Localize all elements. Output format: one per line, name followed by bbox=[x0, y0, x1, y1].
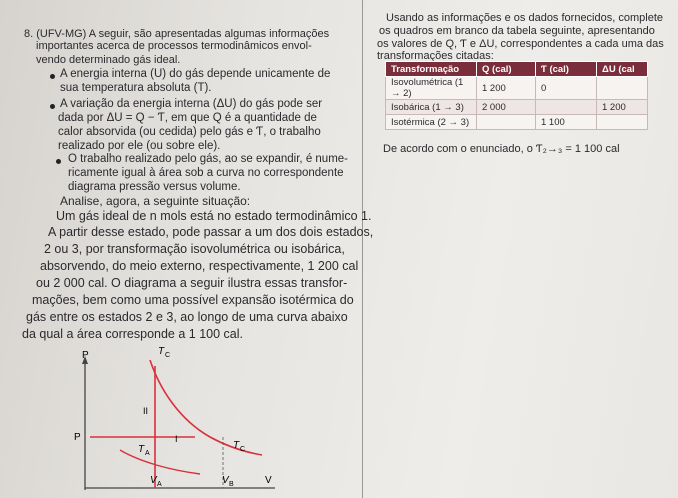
para-line-6: ou 2 000 cal. O diagrama a seguir ilustra essas transfor- bbox=[36, 276, 348, 290]
bullet1-line-2: sua temperatura absoluta (T). bbox=[60, 82, 212, 94]
para-line-2: Um gás ideal de n mols está no estado termodinâmico 1. bbox=[56, 209, 372, 223]
right-intro-1: Usando as informações e os dados fornecidos, complete bbox=[386, 12, 663, 24]
cell-r2-c1 bbox=[477, 115, 536, 130]
tc-top-sub: C bbox=[165, 352, 171, 359]
thermo-table bbox=[385, 61, 648, 130]
cell-r0-c2: 0 bbox=[536, 77, 597, 100]
cell-r0-c0: Isovolumétrica (1 → 2) bbox=[386, 77, 477, 100]
bullet2-line-1: A variação da energia interna (ΔU) do gás pode ser bbox=[60, 98, 323, 110]
p-axis-label: P bbox=[82, 350, 89, 361]
va-label: V bbox=[150, 475, 157, 486]
para-line-5: absorvendo, do meio externo, respectivamente, 1 200 cal bbox=[40, 259, 359, 273]
para-line-3: A partir desse estado, pode passar a um dos dois estados, bbox=[48, 225, 374, 239]
va-sub: A bbox=[157, 481, 162, 488]
intro-line-2: importantes acerca de processos termodinâmicos envol- bbox=[36, 40, 312, 52]
bullet2-line-2: dada por ΔU = Q − Ƭ, em que Q é a quantidade de bbox=[58, 112, 317, 124]
para-line-7: mações, bem como uma possível expansão isotérmica do bbox=[32, 293, 354, 307]
p-tick-label: P bbox=[74, 432, 81, 443]
vb-label: V bbox=[222, 475, 229, 486]
th-transformacao: Transformação bbox=[386, 62, 477, 77]
vb-sub: B bbox=[229, 481, 234, 488]
bullet2-line-3: calor absorvida (ou cedida) pelo gás e Ƭ, o trabalho bbox=[58, 126, 321, 138]
bullet3-line-3: diagrama pressão versus volume. bbox=[68, 181, 241, 193]
cell-r1-c0: Isobárica (1 → 3) bbox=[386, 100, 477, 115]
isotherm-tc bbox=[150, 360, 262, 455]
right-intro-3: os valores de Q, Ƭ e ΔU, correspondentes a cada uma das bbox=[377, 38, 664, 50]
intro-line-3: vendo determinado gás ideal. bbox=[36, 54, 181, 66]
cell-r1-c2 bbox=[536, 100, 597, 115]
table-row bbox=[386, 115, 648, 130]
cell-r1-c1: 2 000 bbox=[477, 100, 536, 115]
th-tau: Ƭ (cal) bbox=[536, 62, 597, 77]
cell-r0-c1: 1 200 bbox=[477, 77, 536, 100]
ta-sub: A bbox=[145, 450, 150, 457]
para-line-1: Analise, agora, a seguinte situação: bbox=[60, 194, 251, 208]
th-du: ΔU (cal bbox=[597, 62, 648, 77]
table-row bbox=[386, 100, 648, 115]
para-line-4: 2 ou 3, por transformação isovolumétrica ou isobárica, bbox=[44, 242, 345, 256]
th-q: Q (cal) bbox=[477, 62, 536, 77]
right-intro-4: transformações citadas: bbox=[377, 50, 494, 62]
cell-r2-c2: 1 100 bbox=[536, 115, 597, 130]
table-row bbox=[386, 77, 648, 100]
tc-top-label: T bbox=[158, 346, 165, 357]
para-line-8: gás entre os estados 2 e 3, ao longo de uma curva abaixo bbox=[26, 310, 348, 324]
bullet3-line-1: O trabalho realizado pelo gás, ao se expandir, é nume- bbox=[68, 153, 349, 165]
tc-sub: C bbox=[240, 446, 246, 453]
cell-r0-c3 bbox=[597, 77, 648, 100]
right-intro-2: os quadros em branco da tabela seguinte, apresentando bbox=[379, 25, 655, 37]
label-I: I bbox=[175, 434, 178, 444]
table-header-row bbox=[386, 62, 648, 77]
label-II: II bbox=[143, 406, 149, 416]
isotherm-ta bbox=[120, 450, 200, 474]
bullet3-line-2: ricamente igual à área sob a curva no correspondente bbox=[68, 167, 344, 179]
ta-label: T bbox=[138, 444, 145, 455]
v-axis-label: V bbox=[265, 475, 272, 486]
tc-label: T bbox=[233, 440, 240, 451]
bullet2-line-4: realizado por ele (ou sobre ele). bbox=[58, 140, 221, 152]
conclusion-text: De acordo com o enunciado, o Ƭ₂→₃ = 1 100 cal bbox=[383, 143, 620, 155]
cell-r2-c3 bbox=[597, 115, 648, 130]
cell-r1-c3: 1 200 bbox=[597, 100, 648, 115]
bullet1-line-1: A energia interna (U) do gás depende unicamente de bbox=[60, 68, 331, 80]
para-line-9: da qual a área corresponde a 1 100 cal. bbox=[22, 327, 243, 341]
cell-r2-c0: Isotérmica (2 → 3) bbox=[386, 115, 477, 130]
intro-line-1: 8. (UFV-MG) A seguir, são apresentadas algumas informações bbox=[24, 28, 330, 40]
